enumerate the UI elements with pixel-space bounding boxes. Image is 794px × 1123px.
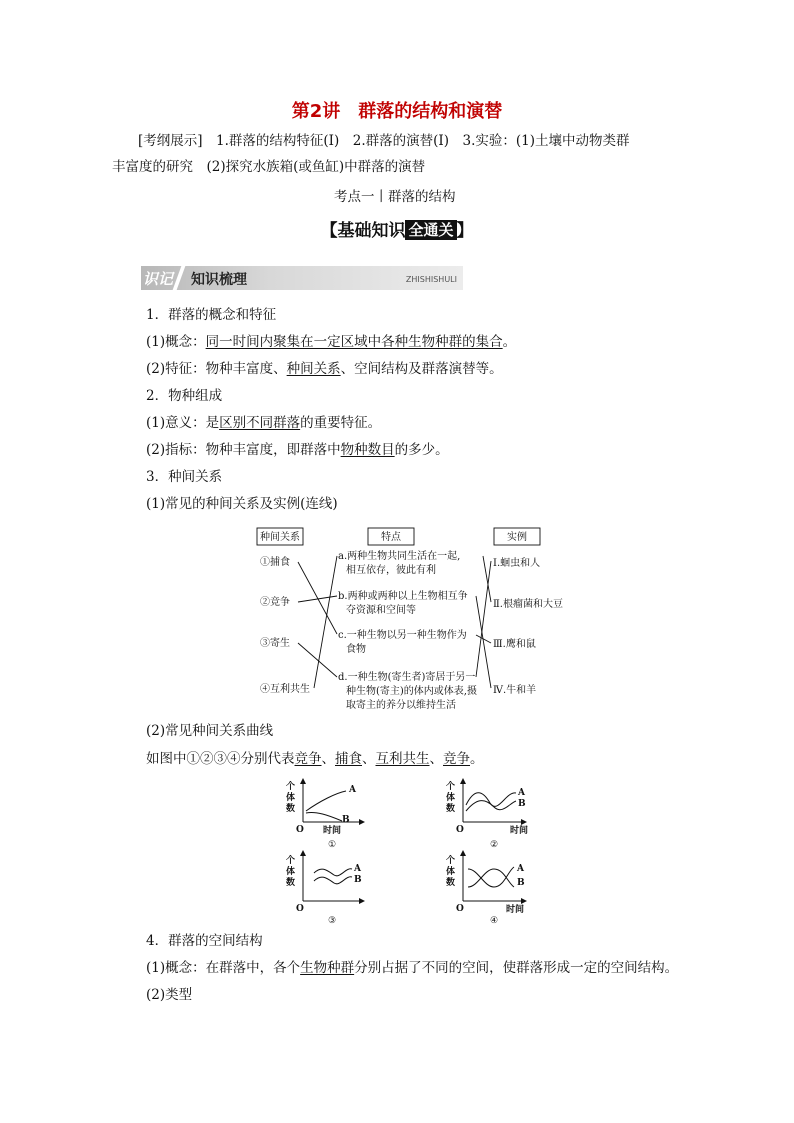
feature-a-line2: 相互依存，彼此有利 (346, 565, 436, 576)
svg-text:O: O (296, 904, 304, 914)
example-1: Ⅰ.蛔虫和人 (493, 558, 541, 569)
svg-text:A: A (517, 864, 524, 874)
svg-text:个: 个 (446, 856, 456, 866)
svg-text:A: A (518, 788, 525, 798)
answer-blank: 捕食 (335, 751, 362, 767)
section-bar (141, 266, 463, 290)
line-mutualism-a (314, 556, 337, 688)
example-2: Ⅱ.根瘤菌和大豆 (493, 599, 563, 610)
s3-sub2: (2)常见种间关系曲线 (146, 723, 274, 739)
svg-text:A: A (354, 864, 361, 874)
header-feature: 特点 (381, 532, 401, 543)
line-predation-c (298, 562, 337, 634)
svg-text:B: B (517, 878, 525, 888)
answer-blank: 互利共生 (375, 751, 430, 767)
svg-text:O: O (456, 904, 464, 914)
s1-concept: (1)概念：同一时间内聚集在一定区域中各种生物种群的集合。 (146, 334, 517, 350)
answer-blank: 区别不同群落 (219, 415, 301, 431)
svg-text:时间: 时间 (323, 826, 342, 836)
svg-text:数: 数 (286, 878, 296, 888)
graph-1 (286, 780, 362, 850)
s2-meaning: (1)意义：是区别不同群落的重要特征。 (146, 415, 382, 431)
s1-heading: 1．群落的概念和特征 (146, 307, 277, 323)
kaodian-heading: 考点一丨群落的结构 (334, 189, 456, 205)
svg-text:B: B (518, 799, 526, 809)
relation-mutualism: ④互利共生 (260, 684, 310, 695)
svg-text:数: 数 (286, 804, 296, 814)
s2-heading: 2．物种组成 (146, 388, 223, 404)
svg-text:个: 个 (286, 856, 296, 866)
line-competition-b (298, 596, 337, 602)
relation-parasitism: ③寄生 (260, 638, 290, 649)
s2-index: (2)指标：物种丰富度，即群落中物种数目的多少。 (146, 442, 449, 458)
section-name: 知识梳理 (191, 272, 247, 288)
svg-text:A: A (349, 785, 356, 795)
banner-highlight: 全通关 (405, 220, 456, 240)
section-divider (173, 266, 186, 290)
lecture-title: 群落的结构和演替 (358, 101, 503, 122)
s3-heading: 3．种间关系 (146, 469, 223, 485)
svg-text:时间: 时间 (510, 826, 529, 836)
feature-d-line2: 种生物(寄主)的体内或体表,摄 (346, 686, 477, 697)
page-title (0, 97, 794, 123)
section-pinyin: ZHISHISHULI (405, 275, 457, 284)
s4-concept: (1)概念：在群落中，各个生物种群分别占据了不同的空间，使群落形成一定的空间结构。 (146, 960, 679, 976)
feature-d-line3: 取寄主的养分以维持生活 (346, 700, 456, 711)
feature-c-line1: c.一种生物以另一种生物作为 (338, 630, 467, 641)
svg-text:B: B (354, 875, 362, 885)
syllabus-line-2: 丰富度的研究 (2)探究水族箱(或鱼缸)中群落的演替 (112, 159, 426, 175)
svg-text:O: O (296, 825, 304, 835)
feature-b-line2: 夺资源和空间等 (346, 605, 416, 616)
svg-text:个: 个 (446, 782, 456, 792)
relation-matching-diagram (250, 522, 570, 712)
graph-3 (286, 853, 362, 925)
svg-text:体: 体 (446, 867, 456, 877)
lecture-number: 第2讲 (291, 101, 341, 122)
svg-text:时间: 时间 (506, 905, 525, 915)
feature-d-line1: d.一种生物(寄生者)寄居于另一 (338, 672, 476, 683)
curve-sentence: 如图中①②③④分别代表竞争、捕食、互利共生、竞争。 (146, 751, 484, 767)
example-3: Ⅲ.鹰和鼠 (493, 639, 536, 650)
svg-text:数: 数 (446, 878, 456, 888)
header-relation: 种间关系 (260, 532, 300, 543)
line-d-I (476, 561, 491, 677)
relation-competition: ②竞争 (260, 597, 290, 608)
svg-text:数: 数 (446, 804, 456, 814)
basic-knowledge-banner: 【基础知识 全通关 】 (320, 221, 474, 241)
example-4: Ⅳ.牛和羊 (493, 685, 537, 696)
relation-predation: ①捕食 (260, 557, 290, 568)
feature-c-line2: 食物 (346, 644, 366, 655)
s1-features: (2)特征：物种丰富度、种间关系、空间结构及群落演替等。 (146, 361, 503, 377)
feature-b-line1: b.两种或两种以上生物相互争 (338, 591, 468, 602)
svg-text:③: ③ (328, 916, 337, 925)
syllabus-line-1: [考纲展示] 1.群落的结构特征(Ⅰ) 2.群落的演替(Ⅰ) 3.实验：(1)土壤中动物类群 (138, 133, 630, 149)
graph-2 (446, 780, 528, 850)
svg-text:体: 体 (286, 867, 296, 877)
feature-a-line1: a.两种生物共同生活在一起, (338, 551, 461, 562)
section-label: 识记 (143, 270, 174, 288)
s4-types: (2)类型 (146, 987, 193, 1003)
answer-blank: 物种数目 (340, 442, 395, 458)
answer-blank: 竞争 (443, 751, 470, 767)
svg-text:②: ② (490, 840, 499, 850)
header-example: 实例 (507, 532, 527, 543)
svg-text:个: 个 (286, 782, 296, 792)
svg-text:体: 体 (446, 793, 456, 803)
answer-blank: 同一时间内聚集在一定区域中各种生物种群的集合 (205, 334, 503, 350)
s4-heading: 4．群落的空间结构 (146, 933, 263, 949)
s3-sub1: (1)常见的种间关系及实例(连线) (146, 496, 338, 512)
svg-text:体: 体 (286, 793, 296, 803)
graph-4 (446, 853, 525, 925)
answer-blank: 种间关系 (286, 361, 341, 377)
svg-text:O: O (456, 825, 464, 835)
svg-text:④: ④ (490, 916, 499, 925)
answer-blank: 竞争 (294, 751, 322, 767)
svg-text:①: ① (328, 840, 337, 850)
relation-curves (280, 775, 530, 925)
svg-text:B: B (342, 815, 350, 825)
answer-blank: 生物种群 (300, 960, 355, 976)
line-parasitism-d (298, 643, 337, 677)
